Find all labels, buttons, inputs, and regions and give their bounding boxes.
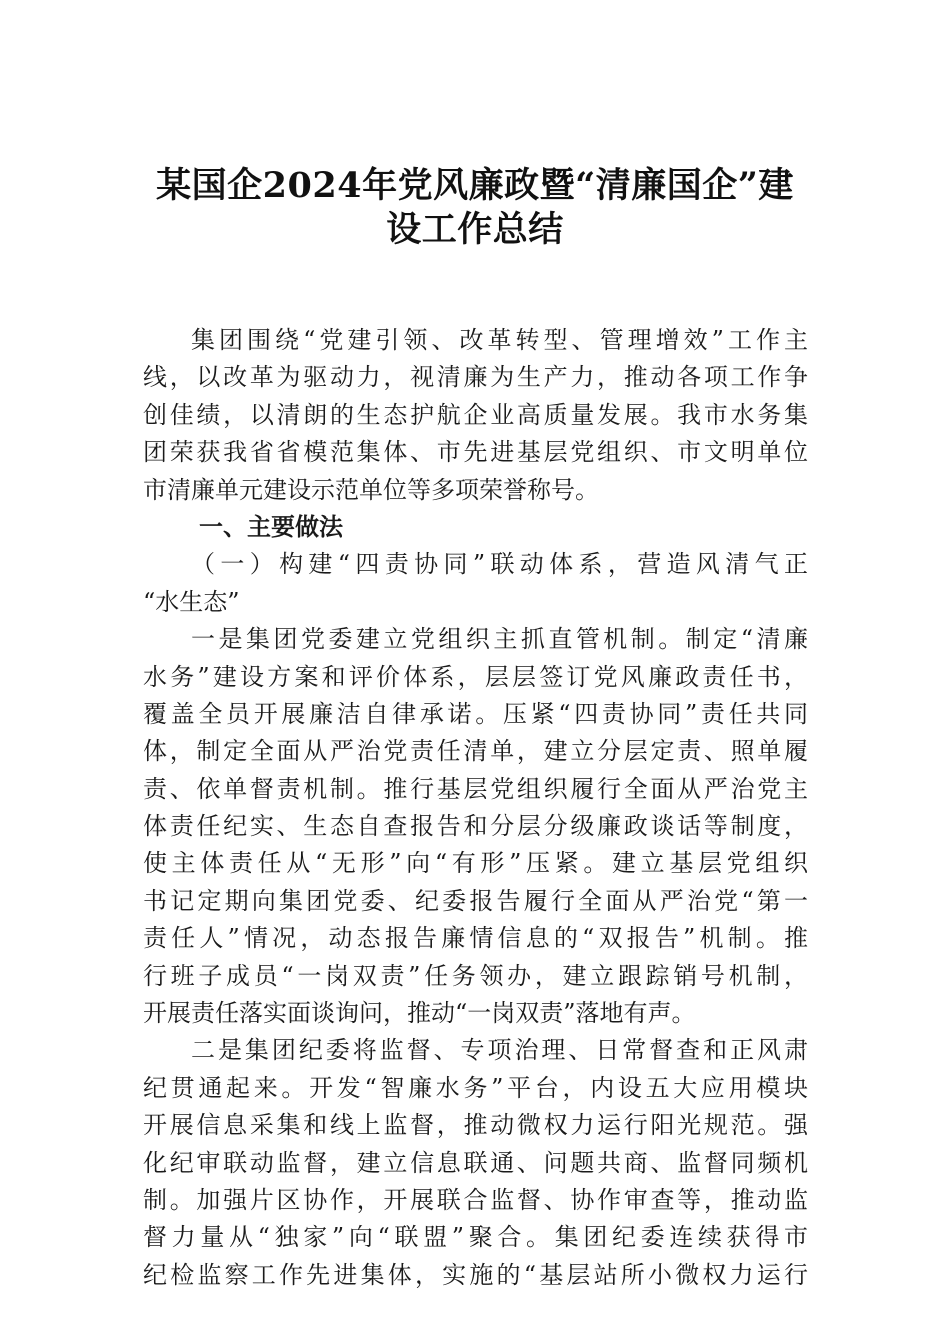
paragraph-line: 使主体责任从“无形”向“有形”压紧。建立基层党组织: [143, 849, 808, 878]
paragraph-line: 纪检监察工作先进集体，实施的“基层站所小微权力运行: [143, 1260, 808, 1289]
paragraph-line: 开展信息采集和线上监督，推动微权力运行阳光规范。强: [143, 1111, 808, 1140]
paragraph-line: 行班子成员“一岗双责”任务领办，建立跟踪销号机制，: [143, 961, 808, 990]
paragraph-line: 书记定期向集团党委、纪委报告履行全面从严治党“第一: [143, 886, 808, 915]
paragraph-line: 市清廉单元建设示范单位等多项荣誉称号。: [143, 475, 599, 504]
paragraph-line: 责任人”情况，动态报告廉情信息的“双报告”机制。推: [143, 924, 808, 953]
paragraph-line: 团荣获我省省模范集体、市先进基层党组织、市文明单位: [143, 438, 808, 467]
section-heading: 一、主要做法: [199, 512, 343, 541]
paragraph-line: 制。加强片区协作，开展联合监督、协作审查等，推动监: [143, 1185, 808, 1214]
paragraph-line: 创佳绩，以清朗的生态护航企业高质量发展。我市水务集: [143, 400, 808, 429]
paragraph-line: 集团围绕“党建引领、改革转型、管理增效”工作主: [191, 326, 808, 354]
paragraph-line: 责、依单督责机制。推行基层党组织履行全面从严治党主: [143, 774, 808, 803]
paragraph-line: 一是集团党委建立党组织主抓直管机制。制定“清廉: [191, 625, 808, 654]
paragraph-line: 开展责任落实面谈询问，推动“一岗双责”落地有声。: [143, 999, 696, 1028]
subsection-heading: “水生态”: [143, 587, 240, 616]
paragraph-line: 水务”建设方案和评价体系，层层签订党风廉政责任书，: [143, 662, 808, 691]
paragraph-line: 覆盖全员开展廉洁自律承诺。压紧“四责协同”责任共同: [143, 699, 808, 728]
paragraph-line: 二是集团纪委将监督、专项治理、日常督查和正风肃: [191, 1036, 808, 1065]
document-title-line-2: 设工作总结: [386, 209, 564, 250]
paragraph-line: 体，制定全面从严治党责任清单，建立分层定责、照单履: [143, 737, 808, 766]
subsection-heading: （一）构建“四责协同”联动体系，营造风清气正: [191, 550, 808, 579]
document-title-line-1: 某国企2024年党风廉政暨“清廉国企”建: [156, 165, 794, 206]
document-body: [143, 322, 808, 1294]
paragraph-line: 化纪审联动监督，建立信息联通、问题共商、监督同频机: [143, 1148, 808, 1177]
paragraph-line: 督力量从“独家”向“联盟”聚合。集团纪委连续获得市: [143, 1223, 808, 1252]
paragraph-line: 体责任纪实、生态自查报告和分层分级廉政谈话等制度，: [143, 812, 808, 841]
paragraph-line: 线，以改革为驱动力，视清廉为生产力，推动各项工作争: [143, 363, 808, 392]
paragraph-line: 纪贯通起来。开发“智廉水务”平台，内设五大应用模块: [143, 1073, 808, 1102]
